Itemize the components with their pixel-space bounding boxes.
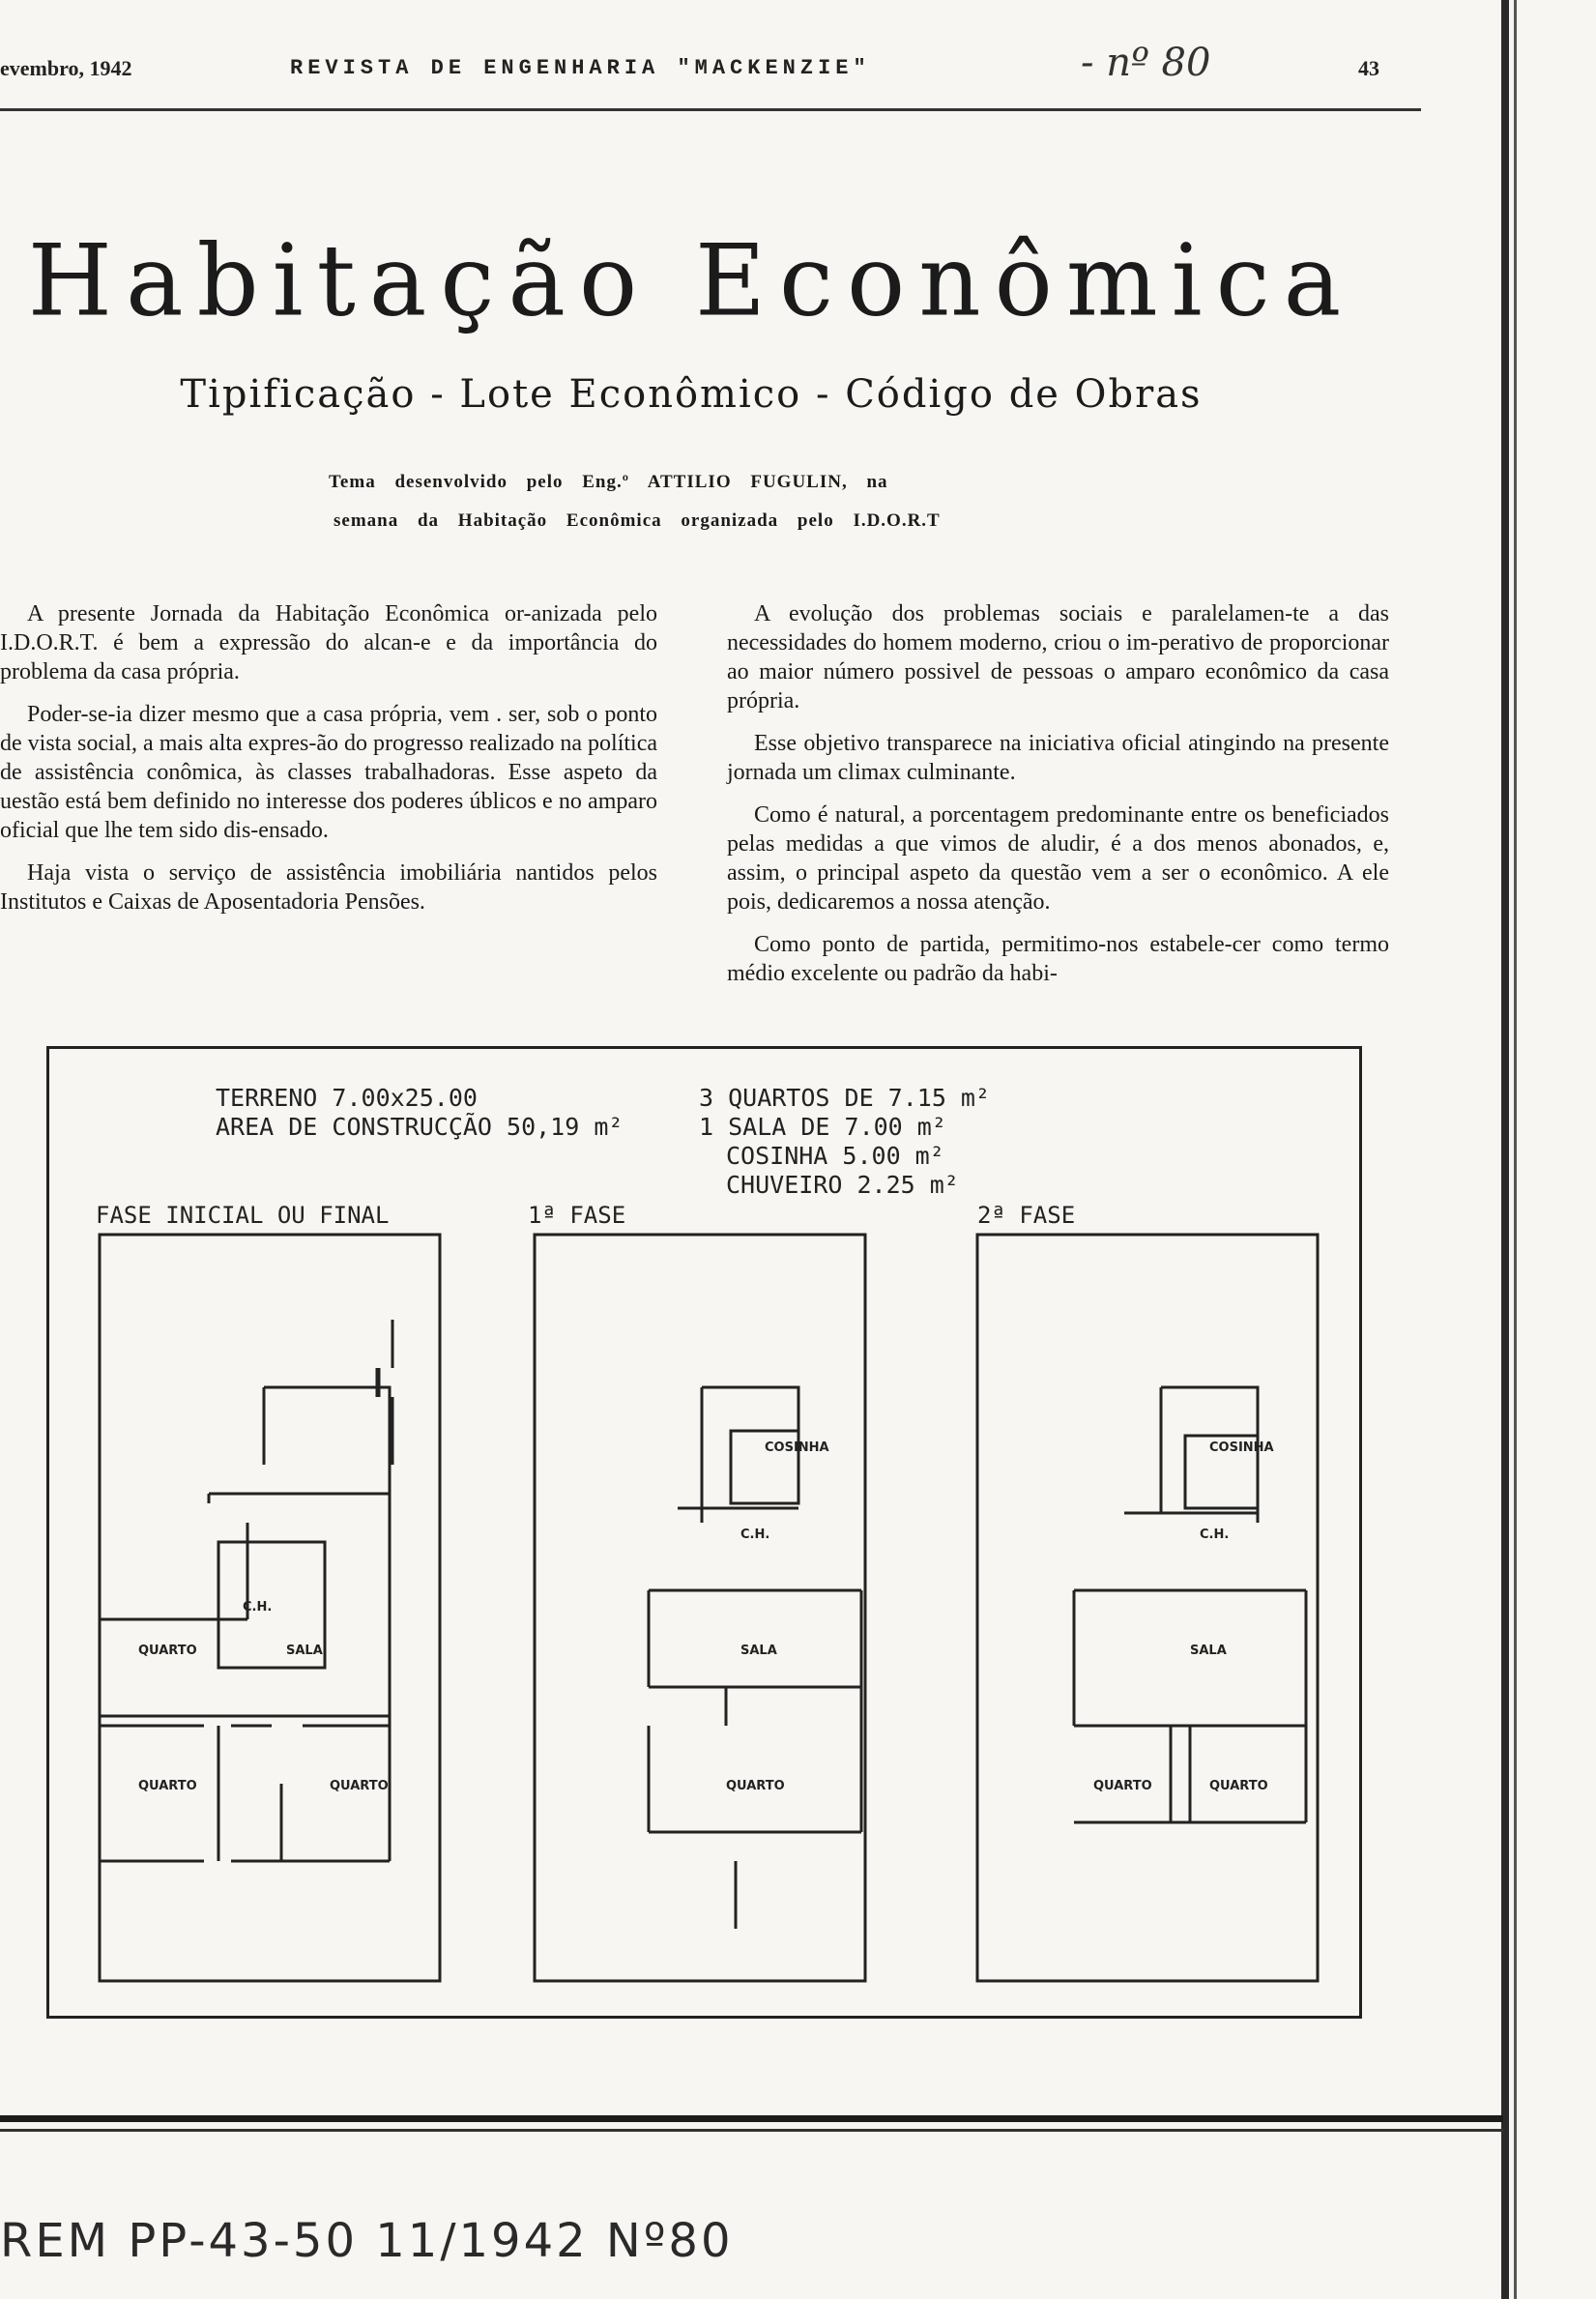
page-number: 43 [1358, 56, 1379, 80]
scan-edge-thin [1514, 0, 1517, 2299]
spec-rooms-4: CHUVEIRO 2.25 m² [726, 1171, 959, 1199]
plan-label-phase-1: 1ª FASE [528, 1202, 626, 1229]
bottom-rule [0, 2115, 1503, 2122]
spec-area: AREA DE CONSTRUCÇÃO 50,19 m² [216, 1113, 624, 1141]
room-label: C.H. [740, 1528, 770, 1542]
running-header [0, 41, 1421, 95]
handwritten-reference: REM PP-43-50 11/1942 Nº80 [0, 2214, 734, 2268]
room-label: QUARTO [1093, 1779, 1152, 1793]
paragraph: Como ponto de partida, permitimo-nos estabele-cer como termo médio excelente ou padrão da habi- [727, 932, 1389, 986]
plan-label-phase-2: 2ª FASE [977, 1202, 1076, 1229]
room-label: SALA [286, 1644, 323, 1658]
paragraph: Esse objetivo transparece na iniciativa oficial atingindo na presente jornada um climax culminante. [727, 731, 1389, 785]
journal-name: REVISTA DE ENGENHARIA "MACKENZIE" [290, 56, 871, 80]
header-rule [0, 108, 1421, 111]
room-label: SALA [740, 1644, 777, 1658]
paragraph: A presente Jornada da Habitação Econômica or-anizada pelo I.D.O.R.T. é bem a expressão do alcan-e e da importância do problema da casa própria. [0, 601, 657, 684]
spec-terrain: TERRENO 7.00x25.00 [216, 1084, 478, 1112]
handwritten-issue-note: - nº 80 [1081, 41, 1211, 85]
paragraph: Como é natural, a porcentagem predominante entre os beneficiados pelas medidas a que vimos de aludir, é a dos menos abonados, e, assim, o principal aspeto da questão vem a ser o econômico. A ele pois, dedicaremos a nossa atenção. [727, 802, 1389, 915]
bottom-rule-thin [0, 2129, 1503, 2132]
room-label: C.H. [243, 1600, 273, 1615]
room-label: QUARTO [138, 1644, 197, 1658]
paragraph: A evolução dos problemas sociais e paralelamen-te a das necessidades do homem moderno, criou o im-perativo de proporcionar ao maior número possivel de pessoas o amparo econômico da casa própria. [727, 601, 1389, 713]
room-label: QUARTO [138, 1779, 197, 1793]
article-subtitle: Tipificação - Lote Econômico - Código de Obras [180, 372, 1203, 417]
right-column [727, 599, 1389, 1002]
left-column [0, 599, 657, 930]
article-title: Habitação Econômica [27, 222, 1355, 339]
paragraph: Haja vista o serviço de assistência imobiliária nantidos pelos Institutos e Caixas de Aposentadoria Pensões. [0, 860, 657, 915]
author-credit-line-1: Tema desenvolvido pelo Eng.º ATTILIO FUGULIN, na [329, 472, 888, 492]
spec-rooms-1: 3 QUARTOS DE 7.15 m² [699, 1084, 991, 1112]
author-credit-line-2: semana da Habitação Econômica organizada pelo I.D.O.R.T [334, 510, 941, 531]
spec-rooms-2: 1 SALA DE 7.00 m² [699, 1113, 946, 1141]
floor-plan-figure [46, 1046, 1362, 2019]
scan-edge [1501, 0, 1509, 2299]
room-label: SALA [1190, 1644, 1227, 1658]
room-label: QUARTO [726, 1779, 785, 1793]
issue-date: evembro, 1942 [0, 56, 132, 80]
room-label: COSINHA [1209, 1441, 1274, 1455]
room-label: QUARTO [1209, 1779, 1268, 1793]
paragraph: Poder-se-ia dizer mesmo que a casa própria, vem . ser, sob o ponto de vista social, a mais alta expres-ão do progresso realizado na política de assistência conômica, às classes trabalhadoras. Esse aspeto da uestão está bem definido no interesse dos poderes úblicos e no amparo oficial que lhe tem sido dis-ensado. [0, 702, 657, 843]
room-label: COSINHA [765, 1441, 829, 1455]
spec-rooms-3: COSINHA 5.00 m² [726, 1142, 944, 1170]
room-label: QUARTO [330, 1779, 389, 1793]
floor-plans-drawing [49, 1049, 1359, 2016]
plan-label-initial: FASE INICIAL OU FINAL [96, 1202, 390, 1229]
room-label: C.H. [1200, 1528, 1230, 1542]
